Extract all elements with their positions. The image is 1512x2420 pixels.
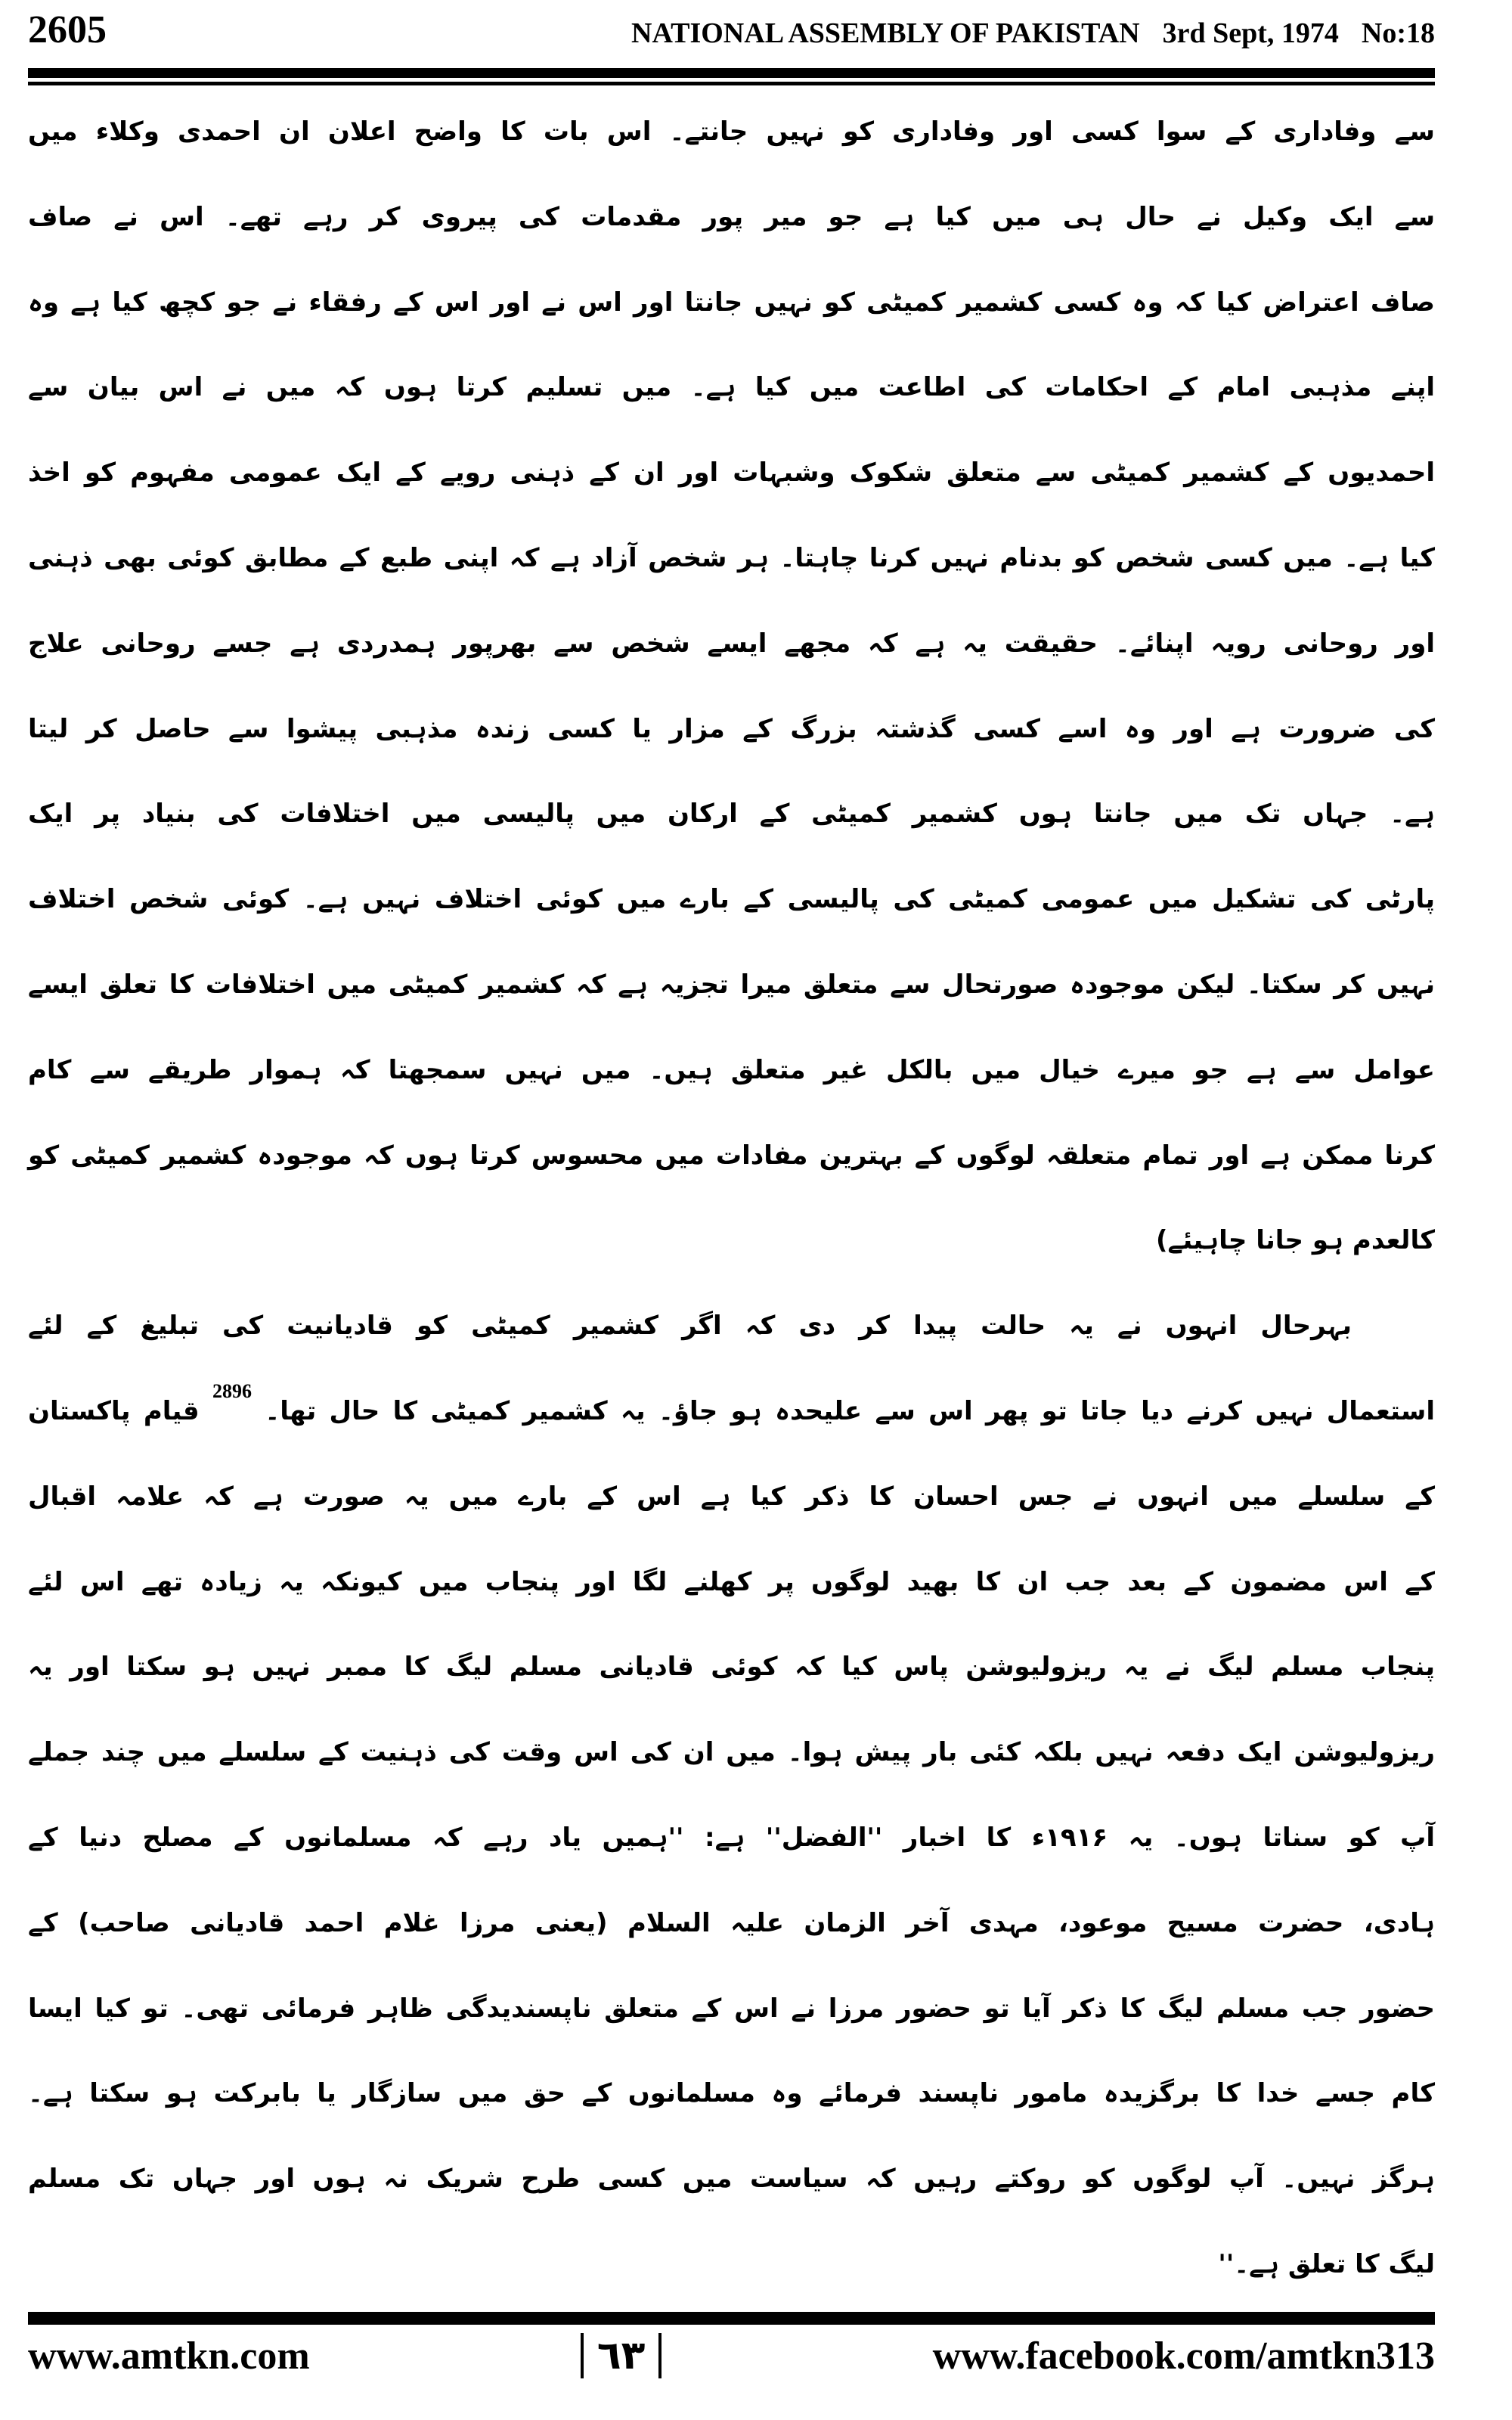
text-line: ہادی، حضرت مسیح موعود، مہدی آخر الزمان علیہ السلام (یعنی مرزا غلام احمد قادیانی صاحب) کے [28,1907,1435,1938]
footer-rule [28,2312,1435,2325]
document-body [28,89,1435,2307]
header-rule-thick [28,68,1435,78]
text-line: کالعدم ہو جانا چاہیئے) [1155,1225,1435,1256]
text-line: کی ضرورت ہے اور وہ اسے کسی گذشتہ بزرگ کے مزار یا کسی زندہ مذہبی پیشوا سے حاصل کر لیتا [28,713,1435,744]
website-link[interactable]: www.amtkn.com [28,2334,310,2378]
text-line: ہرگز نہیں۔ آپ لوگوں کو روکتے رہیں کہ سیاست میں کسی طرح شریک نہ ہوں اور جہاں تک مسلم [28,2164,1435,2195]
text-line: ہے۔ جہاں تک میں جانتا ہوں کشمیر کمیٹی کے ارکان میں پالیسی میں اختلافات کی بنیاد پر ایک [28,799,1435,830]
text-line: بہرحال انہوں نے یہ حالت پیدا کر دی کہ اگر کشمیر کمیٹی کو قادیانیت کی تبلیغ کے لئے [28,1311,1352,1342]
footnote-reference: 2896 [212,1379,253,1402]
page-header [28,8,1435,60]
text-line: لیگ کا تعلق ہے۔'' [1218,2248,1435,2279]
text-line: کرنا ممکن ہے اور تمام متعلقہ لوگوں کے بہترین مفادات میں محسوس کرتا ہوں کہ موجودہ کشمیر کمیٹی کو [28,1140,1435,1171]
text-line: احمدیوں کے کشمیر کمیٹی سے متعلق شکوک وشبہات اور ان کے ذہنی رویے کے ایک عمومی مفہوم کو اخذ [28,458,1435,489]
text-line: نہیں کر سکتا۔ لیکن موجودہ صورتحال سے متعلق میرا تجزیہ ہے کہ کشمیر کمیٹی میں اختلافات کا تعلق ایسے [28,969,1435,1000]
page-footer [28,2329,1435,2382]
header-rule-thin [28,82,1435,85]
text-line: کے اس مضمون کے بعد جب ان کا بھید لوگوں پر کھلنے لگا اور پنجاب میں کیونکہ یہ زیادہ تھے اس لئے [28,1566,1435,1597]
assembly-title: NATIONAL ASSEMBLY OF PAKISTAN [631,17,1140,49]
text-line: کے سلسلے میں انہوں نے جس احسان کا ذکر کیا ہے اس کے بارے میں یہ صورت ہے کہ علامہ اقبال [28,1481,1435,1512]
text-line: سے ایک وکیل نے حال ہی میں کیا ہے جو میر پور مقدمات کی پیروی کر رہے تھے۔ اس نے صاف [28,201,1435,232]
text-line: عوامل سے ہے جو میرے خیال میں بالکل غیر متعلق ہیں۔ میں نہیں سمجھتا کہ ہموار طریقے سے کام [28,1054,1435,1085]
text-line: پنجاب مسلم لیگ نے یہ ریزولیوشن پاس کیا کہ کوئی قادیانی مسلم لیگ کا ممبر نہیں ہو سکتا اور یہ [28,1652,1435,1683]
text-line: صاف اعتراض کیا کہ وہ کسی کشمیر کمیٹی کو نہیں جانتا اور اس نے اور اس کے رفقاء نے جو کچھ کیا ہے وہ [28,287,1435,318]
text-line: ریزولیوشن ایک دفعہ نہیں بلکہ کئی بار پیش ہوا۔ میں ان کی اس وقت کی ذہنیت کے سلسلے میں چند جملے [28,1737,1435,1768]
text-line: حضور جب مسلم لیگ کا ذکر آیا تو حضور مرزا نے اس کے متعلق ناپسندیدگی ظاہر فرمائی تھی۔ تو کیا ایسا [28,1993,1435,2024]
issue-number: No:18 [1361,17,1435,49]
facebook-link[interactable]: www.facebook.com/amtkn313 [932,2334,1435,2378]
text-line: اور روحانی رویہ اپنائے۔ حقیقت یہ ہے کہ مجھے ایسے شخص سے بھرپور ہمدردی ہے جسے روحانی علاج [28,628,1435,659]
page-number: 2605 [28,8,107,51]
header-title-block [609,17,1435,50]
session-date: 3rd Sept, 1974 [1162,17,1339,49]
text-line: آپ کو سناتا ہوں۔ یہ ۱۹۱۶ء کا اخبار ''الفضل'' ہے: ''ہمیں یاد رہے کہ مسلمانوں کے مصلح دنیا کے [28,1822,1435,1853]
page-marker: ٦٣ [581,2333,662,2378]
text-line: سے وفاداری کے سوا کسی اور وفاداری کو نہیں جانتے۔ اس بات کا واضح اعلان ان احمدی وکلاء میں [28,116,1435,147]
text-line: اپنے مذہبی امام کے احکامات کی اطاعت میں کیا ہے۔ میں تسلیم کرتا ہوں کہ میں نے اس بیان سے [28,372,1435,403]
text-segment: قیام پاکستان [28,1395,200,1426]
text-segment: استعمال نہیں کرنے دیا جاتا تو پھر اس سے علیحدہ ہو جاؤ۔ یہ کشمیر کمیٹی کا حال تھا۔ [265,1395,1436,1426]
text-line: پارٹی کی تشکیل میں عمومی کمیٹی کی پالیسی کے بارے میں کوئی اختلاف نہیں ہے۔ کوئی شخص اختلاف [28,884,1435,915]
text-line: کام جسے خدا کا برگزیدہ مامور ناپسند فرمائے وہ مسلمانوں کے حق میں سازگار یا بابرکت ہو سکتا ہے۔ [28,2078,1435,2109]
text-line: کیا ہے۔ میں کسی شخص کو بدنام نہیں کرنا چاہتا۔ ہر شخص آزاد ہے کہ اپنی طبع کے مطابق کوئی بھی ذہنی [28,542,1435,573]
text-line [28,1369,1435,1454]
